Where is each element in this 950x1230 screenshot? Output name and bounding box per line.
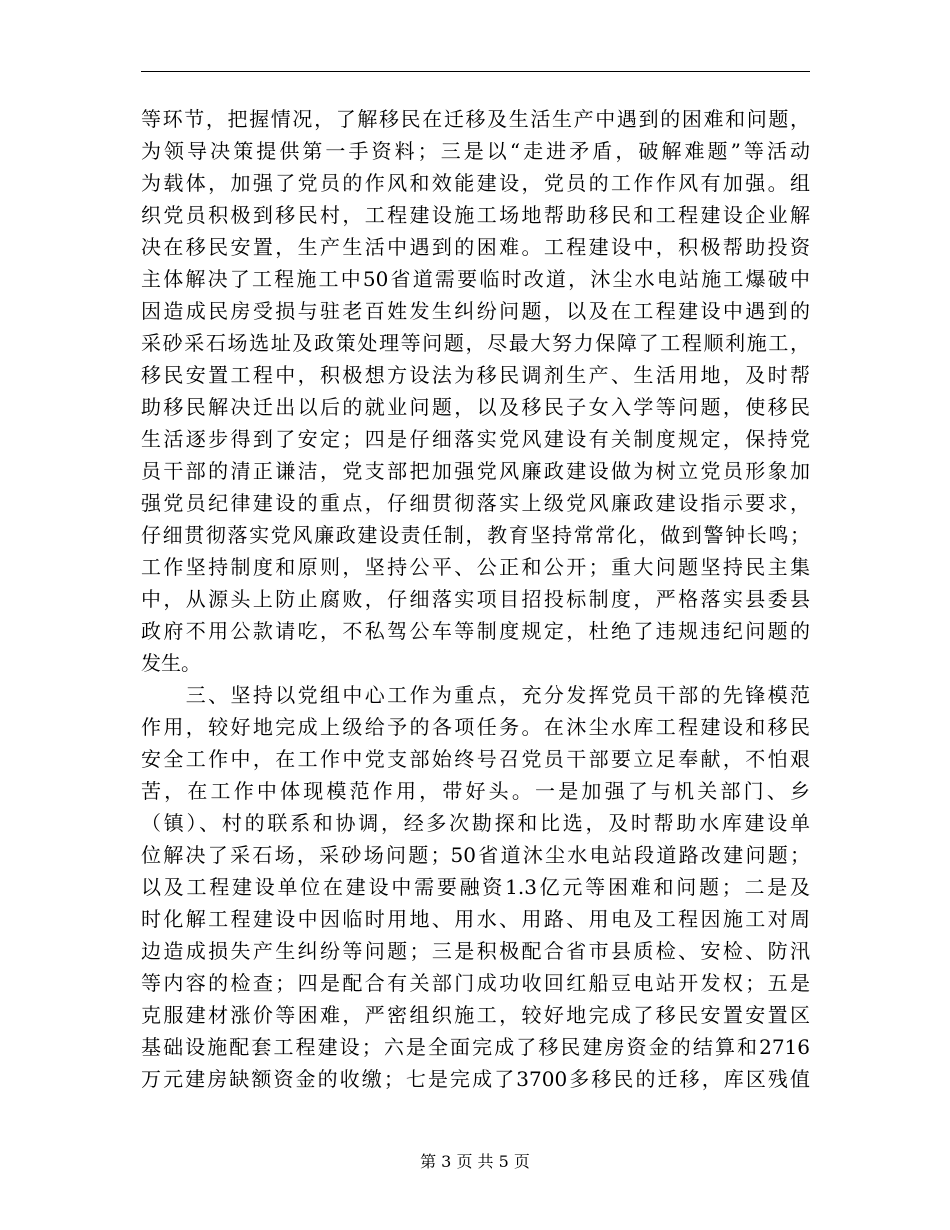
text-line: 时化解工程建设中因临时用地、用水、用路、用电及工程因施工对周 — [141, 907, 810, 931]
text-line: 员干部的清正谦洁，党支部把加强党风廉政建设做为树立党员形象加 — [141, 459, 810, 483]
text-line: 克服建材涨价等困难，严密组织施工，较好地完成了移民安置安置区 — [141, 1003, 810, 1027]
text-line: 作用，较好地完成上级给予的各项任务。在沐尘水库工程建设和移民 — [141, 715, 810, 739]
text-line: 等环节，把握情况，了解移民在迁移及生活生产中遇到的困难和问题， — [141, 107, 810, 131]
paragraph — [141, 679, 810, 1095]
text-line: 主体解决了工程施工中50省道需要临时改道，沐尘水电站施工爆破中 — [141, 267, 810, 291]
paragraph — [141, 103, 810, 679]
text-line: 仔细贯彻落实党风廉政建设责任制，教育坚持常常化，做到警钟长鸣； — [141, 523, 810, 547]
text-line: 边造成损失产生纠纷等问题；三是积极配合省市县质检、安检、防汛 — [141, 939, 810, 963]
text-line: 苦，在工作中体现模范作用，带好头。一是加强了与机关部门、乡 — [141, 779, 810, 803]
text-line: 位解决了采石场，采砂场问题；50省道沐尘水电站段道路改建问题； — [141, 843, 810, 867]
text-line: 发生。 — [141, 651, 201, 675]
text-line: 因造成民房受损与驻老百姓发生纠纷问题，以及在工程建设中遇到的 — [141, 299, 810, 323]
text-line: 等内容的检查；四是配合有关部门成功收回红船豆电站开发权；五是 — [141, 971, 810, 995]
text-line: 决在移民安置，生产生活中遇到的困难。工程建设中，积极帮助投资 — [141, 235, 810, 259]
text-line: 基础设施配套工程建设；六是全面完成了移民建房资金的结算和2716 — [141, 1035, 810, 1059]
text-line: 以及工程建设单位在建设中需要融资1.3亿元等困难和问题；二是及 — [141, 875, 810, 899]
text-line: 为领导决策提供第一手资料；三是以“走进矛盾，破解难题”等活动 — [141, 139, 810, 163]
text-line: 万元建房缺额资金的收缴；七是完成了3700多移民的迁移，库区残值 — [141, 1067, 810, 1091]
text-line: （镇）、村的联系和协调，经多次勘探和比选，及时帮助水库建设单 — [141, 811, 810, 835]
text-line: 安全工作中，在工作中党支部始终号召党员干部要立足奉献，不怕艰 — [141, 747, 810, 771]
text-line: 助移民解决迁出以后的就业问题，以及移民子女入学等问题，使移民 — [141, 395, 810, 419]
text-line: 政府不用公款请吃，不私驾公车等制度规定，杜绝了违规违纪问题的 — [141, 619, 810, 643]
text-line: 强党员纪律建设的重点，仔细贯彻落实上级党风廉政建设指示要求， — [141, 491, 810, 515]
page-footer: 第 3 页 共 5 页 — [420, 1152, 530, 1171]
document-body — [141, 103, 810, 1095]
text-line: 三、坚持以党组中心工作为重点，充分发挥党员干部的先锋模范 — [141, 683, 810, 707]
text-line: 生活逐步得到了安定；四是仔细落实党风建设有关制度规定，保持党 — [141, 427, 810, 451]
text-line: 中，从源头上防止腐败，仔细落实项目招投标制度，严格落实县委县 — [141, 587, 810, 611]
text-line: 采砂采石场选址及政策处理等问题，尽最大努力保障了工程顺利施工， — [141, 331, 810, 355]
header-rule — [141, 71, 810, 72]
text-line: 移民安置工程中，积极想方设法为移民调剂生产、生活用地，及时帮 — [141, 363, 810, 387]
text-line: 织党员积极到移民村，工程建设施工场地帮助移民和工程建设企业解 — [141, 203, 810, 227]
text-line: 工作坚持制度和原则，坚持公平、公正和公开；重大问题坚持民主集 — [141, 555, 810, 579]
text-line: 为载体，加强了党员的作风和效能建设，党员的工作作风有加强。组 — [141, 171, 810, 195]
